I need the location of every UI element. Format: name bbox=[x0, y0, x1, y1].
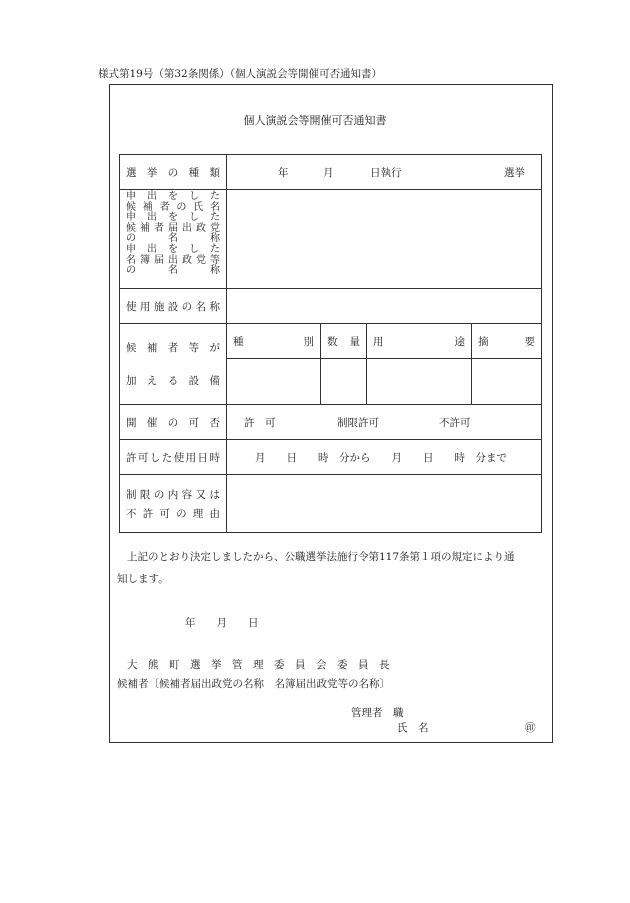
label-char: 出 bbox=[147, 212, 157, 224]
label-char: る bbox=[167, 375, 179, 387]
label-char: 名 bbox=[126, 254, 136, 266]
year-label: 年 bbox=[278, 167, 289, 179]
label-char: 種 bbox=[188, 166, 200, 179]
label-char: 補 bbox=[146, 342, 158, 354]
label-char: た bbox=[210, 191, 220, 202]
manager-name: 氏 名 bbox=[397, 722, 429, 734]
label-char: 用 bbox=[185, 451, 197, 464]
row-permitted-dates bbox=[120, 440, 542, 475]
label-char: 使 bbox=[173, 451, 185, 464]
label-char: た bbox=[210, 212, 220, 224]
election-label: 選挙 bbox=[504, 167, 525, 179]
label-char: 者 bbox=[154, 222, 164, 234]
label-char: の bbox=[167, 416, 179, 429]
row-equipment-header bbox=[120, 324, 542, 359]
label-char: 許 bbox=[126, 451, 137, 464]
label-char: 可 bbox=[188, 416, 200, 429]
cell-note bbox=[472, 359, 542, 405]
notice-table bbox=[119, 154, 542, 533]
field-applicant bbox=[227, 190, 542, 289]
label-char: 申 bbox=[126, 191, 136, 202]
label-char: 施 bbox=[153, 300, 165, 313]
label-char: が bbox=[209, 342, 220, 354]
label-char: し bbox=[189, 191, 199, 202]
label-char: の bbox=[167, 166, 179, 179]
label-char: 由 bbox=[209, 507, 220, 520]
notice-line-2: 知します。 bbox=[117, 573, 169, 585]
label-char: の bbox=[153, 488, 165, 501]
label-char: 制 bbox=[126, 488, 137, 501]
label-char: 類 bbox=[209, 166, 220, 179]
field-approval bbox=[227, 405, 542, 440]
notice-line-1: 上記のとおり決定しましたから、公職選挙法施行令第117条第１項の規定により通 bbox=[127, 551, 515, 563]
label-char: 途 bbox=[454, 335, 465, 348]
label-applicant bbox=[120, 190, 227, 289]
permitted-dates-text: 月 日 時 分から 月 日 時 分まで bbox=[255, 452, 507, 464]
label-char: 又 bbox=[195, 488, 207, 501]
label-equipment bbox=[120, 324, 227, 405]
document-title: 個人演説会等開催可否通知書 bbox=[243, 114, 387, 127]
label-char: 称 bbox=[210, 265, 220, 277]
label-char: え bbox=[146, 375, 158, 387]
cell-use bbox=[367, 359, 472, 405]
label-char: 名 bbox=[195, 300, 207, 313]
label-char: 称 bbox=[209, 300, 220, 313]
label-char: 名 bbox=[209, 201, 220, 213]
label-approval bbox=[120, 405, 227, 440]
label-char: 可 bbox=[159, 507, 170, 520]
label-char: 加 bbox=[126, 375, 137, 387]
date-line: 年 月 日 bbox=[185, 617, 259, 629]
label-permitted-dates bbox=[120, 440, 227, 475]
label-char: 補 bbox=[142, 201, 153, 213]
field-facility bbox=[227, 289, 542, 324]
label-char: 開 bbox=[126, 416, 137, 429]
label-char: 日 bbox=[197, 451, 209, 464]
label-char: 内 bbox=[167, 488, 179, 501]
label-char: 申 bbox=[126, 243, 136, 255]
row-applicant bbox=[120, 190, 542, 289]
label-char: 否 bbox=[209, 416, 220, 429]
field-permitted-dates bbox=[227, 440, 542, 475]
label-char: の bbox=[126, 233, 136, 245]
label-char: 申 bbox=[126, 212, 136, 224]
form-number: 様式第19号（第32条関係）（個人演説会等開催可否通知書） bbox=[98, 68, 382, 80]
label-char: 用 bbox=[373, 335, 384, 348]
label-char: 理 bbox=[192, 507, 204, 520]
label-char: 政 bbox=[196, 222, 206, 234]
cell-qty bbox=[321, 359, 367, 405]
restricted-option: 制限許可 bbox=[337, 417, 379, 429]
label-char: 容 bbox=[181, 488, 193, 501]
label-char: 等 bbox=[188, 342, 200, 354]
label-char: た bbox=[210, 243, 220, 255]
manager-title: 管理者 職 bbox=[351, 707, 404, 719]
label-char: 候 bbox=[126, 342, 137, 354]
label-char: 数 bbox=[327, 335, 338, 348]
label-char: を bbox=[168, 191, 178, 202]
denied-option: 不許可 bbox=[439, 417, 471, 429]
label-char: 不 bbox=[126, 507, 137, 520]
label-char: の bbox=[176, 201, 187, 213]
label-election-type bbox=[120, 155, 227, 190]
col-use bbox=[367, 324, 472, 359]
label-facility bbox=[120, 289, 227, 324]
cell-kind bbox=[227, 359, 321, 405]
label-char: 挙 bbox=[146, 166, 158, 179]
label-char: 等 bbox=[210, 254, 220, 266]
committee-chair: 大 熊 町 選 挙 管 理 委 員 会 委 員 長 bbox=[127, 659, 390, 671]
label-char: 者 bbox=[167, 342, 179, 354]
label-char: の bbox=[176, 507, 187, 520]
label-char: 者 bbox=[159, 201, 170, 213]
label-char: の bbox=[126, 265, 136, 277]
label-char: 簿 bbox=[140, 254, 150, 266]
label-char: 備 bbox=[209, 375, 220, 387]
label-char: 限 bbox=[139, 488, 151, 501]
label-char: 候 bbox=[126, 222, 136, 234]
row-reason bbox=[120, 475, 542, 533]
row-approval bbox=[120, 405, 542, 440]
label-char: 量 bbox=[349, 335, 360, 348]
label-char: 出 bbox=[147, 191, 157, 202]
label-char: 催 bbox=[146, 416, 158, 429]
label-char: し bbox=[189, 212, 199, 224]
col-kind bbox=[227, 324, 321, 359]
label-char: し bbox=[149, 451, 161, 464]
label-reason bbox=[120, 475, 227, 533]
label-char: 設 bbox=[167, 300, 179, 313]
label-char: 出 bbox=[168, 254, 178, 266]
label-char: 届 bbox=[168, 222, 178, 234]
label-char: 許 bbox=[142, 507, 154, 520]
label-char: 種 bbox=[233, 335, 244, 348]
label-char: 補 bbox=[140, 222, 150, 234]
field-election-type bbox=[227, 155, 542, 190]
row-facility bbox=[120, 289, 542, 324]
permit-option: 許 可 bbox=[244, 417, 276, 429]
label-char: 別 bbox=[303, 335, 314, 348]
label-char: 使 bbox=[126, 300, 137, 313]
label-char: 候 bbox=[126, 201, 136, 213]
row-election-type bbox=[120, 155, 542, 190]
label-char: 用 bbox=[139, 300, 151, 313]
label-char: 設 bbox=[188, 375, 200, 387]
col-qty bbox=[321, 324, 367, 359]
field-reason bbox=[227, 475, 542, 533]
col-note bbox=[472, 324, 542, 359]
label-char: 党 bbox=[196, 254, 206, 266]
seal-mark: ㊞ bbox=[525, 722, 536, 734]
month-label: 月 bbox=[323, 167, 334, 179]
label-char: を bbox=[168, 243, 178, 255]
label-char: 届 bbox=[154, 254, 164, 266]
label-char: は bbox=[209, 488, 220, 501]
day-exec-label: 日執行 bbox=[370, 167, 402, 179]
label-char: し bbox=[189, 243, 199, 255]
label-char: 名 bbox=[168, 265, 178, 277]
label-char: 可 bbox=[137, 451, 149, 464]
label-char: 出 bbox=[182, 222, 192, 234]
label-char: の bbox=[181, 300, 193, 313]
label-char: 要 bbox=[524, 335, 535, 348]
label-char: 氏 bbox=[193, 201, 204, 213]
label-char: 政 bbox=[182, 254, 192, 266]
label-char: 選 bbox=[126, 166, 137, 179]
candidate-line: 候補者〔候補者届出政党の名称 名簿届出政党等の名称〕 bbox=[117, 678, 390, 690]
label-char: た bbox=[161, 451, 173, 464]
label-char: 出 bbox=[147, 243, 157, 255]
label-char: 称 bbox=[210, 233, 220, 245]
label-char: を bbox=[168, 212, 178, 224]
label-char: 時 bbox=[209, 451, 220, 464]
label-char: 摘 bbox=[478, 335, 489, 348]
label-char: 党 bbox=[210, 222, 220, 234]
label-char: 名 bbox=[168, 233, 178, 245]
